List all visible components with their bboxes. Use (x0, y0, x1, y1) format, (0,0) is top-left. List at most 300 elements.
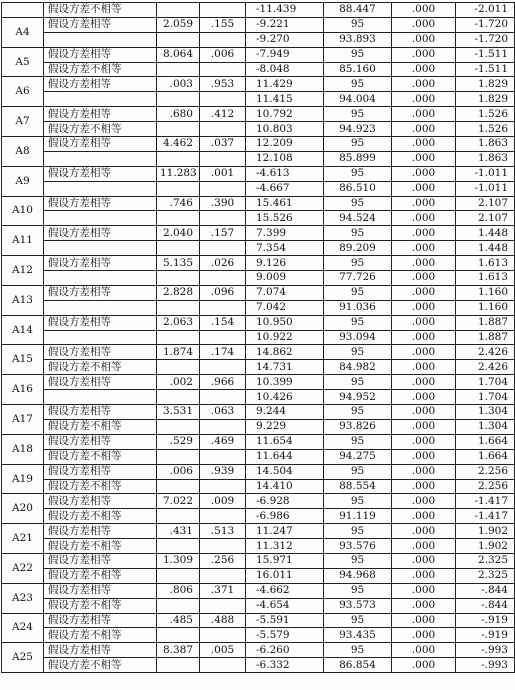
row-label: 假设方差相等 (44, 583, 157, 598)
row-label: 假设方差相等 (44, 524, 157, 539)
p-value: .000 (392, 360, 456, 375)
t-value: 15.461 (246, 196, 324, 211)
mean-diff-value: 2.107 (456, 211, 515, 226)
table-row (2, 613, 515, 628)
sig-value (200, 3, 246, 18)
t-value: 15.971 (246, 553, 324, 568)
mean-diff-value: 1.664 (456, 434, 515, 449)
f-value: 2.828 (157, 285, 200, 300)
t-value: -6.332 (246, 658, 324, 673)
table-row (2, 211, 515, 226)
f-value: 1.309 (157, 553, 200, 568)
t-value: 9.244 (246, 405, 324, 420)
mean-diff-value: 1.704 (456, 375, 515, 390)
sig-value (200, 92, 246, 107)
item-label: A15 (2, 345, 44, 375)
f-value (157, 449, 200, 464)
t-value: 11.247 (246, 524, 324, 539)
item-cell (2, 3, 44, 18)
sig-value (200, 62, 246, 77)
p-value: .000 (392, 658, 456, 673)
f-value (157, 92, 200, 107)
df-value: 95 (324, 583, 392, 598)
p-value: .000 (392, 419, 456, 434)
row-label: 假设方差不相等 (44, 658, 157, 673)
p-value: .000 (392, 32, 456, 47)
sig-value: .154 (200, 315, 246, 330)
df-value: 94.524 (324, 211, 392, 226)
sig-value (200, 32, 246, 47)
mean-diff-value: -1.720 (456, 32, 515, 47)
t-value: 9.009 (246, 271, 324, 286)
row-label: 假设方差相等 (44, 256, 157, 271)
t-value: -11.439 (246, 3, 324, 18)
mean-diff-value: 1.887 (456, 315, 515, 330)
mean-diff-value: -.993 (456, 643, 515, 658)
mean-diff-value: 1.902 (456, 524, 515, 539)
row-label: 假设方差不相等 (44, 419, 157, 434)
table-row (2, 17, 515, 32)
sig-value (200, 330, 246, 345)
f-value (157, 419, 200, 434)
mean-diff-value: 1.863 (456, 151, 515, 166)
t-value: 10.922 (246, 330, 324, 345)
sig-value (200, 122, 246, 137)
p-value: .000 (392, 464, 456, 479)
sig-value: .155 (200, 17, 246, 32)
mean-diff-value: 1.664 (456, 449, 515, 464)
row-label: 假设方差相等 (44, 405, 157, 420)
p-value: .000 (392, 137, 456, 152)
p-value: .000 (392, 62, 456, 77)
p-value: .000 (392, 583, 456, 598)
row-label: 假设方差相等 (44, 285, 157, 300)
item-label: A9 (2, 166, 44, 196)
item-label: A6 (2, 77, 44, 107)
sig-value: .096 (200, 285, 246, 300)
df-value: 89.209 (324, 241, 392, 256)
sig-value: .001 (200, 166, 246, 181)
mean-diff-value: 1.526 (456, 107, 515, 122)
item-label: A17 (2, 405, 44, 435)
item-label: A22 (2, 553, 44, 583)
table-row (2, 449, 515, 464)
df-value: 95 (324, 375, 392, 390)
p-value: .000 (392, 122, 456, 137)
df-value: 95 (324, 613, 392, 628)
t-value: 10.803 (246, 122, 324, 137)
p-value: .000 (392, 479, 456, 494)
f-value (157, 598, 200, 613)
f-value: .746 (157, 196, 200, 211)
p-value: .000 (392, 434, 456, 449)
t-value: -8.048 (246, 62, 324, 77)
p-value: .000 (392, 271, 456, 286)
t-value: -4.654 (246, 598, 324, 613)
f-value (157, 181, 200, 196)
t-value: 16.011 (246, 568, 324, 583)
mean-diff-value: -.919 (456, 613, 515, 628)
df-value: 95 (324, 405, 392, 420)
table-row (2, 568, 515, 583)
t-value: -4.662 (246, 583, 324, 598)
f-value: 7.022 (157, 494, 200, 509)
sig-value (200, 181, 246, 196)
t-test-table (1, 2, 515, 673)
p-value: .000 (392, 17, 456, 32)
row-label: 假设方差相等 (44, 315, 157, 330)
t-value: -6.928 (246, 494, 324, 509)
item-label: A11 (2, 226, 44, 256)
table-row (2, 196, 515, 211)
row-label: 假设方差相等 (44, 464, 157, 479)
item-label: A24 (2, 613, 44, 643)
row-label: 假设方差相等 (44, 137, 157, 152)
p-value: .000 (392, 107, 456, 122)
row-label: 假设方差相等 (44, 613, 157, 628)
row-label: 假设方差不相等 (44, 122, 157, 137)
t-value: -9.270 (246, 32, 324, 47)
f-value (157, 479, 200, 494)
f-value: 8.064 (157, 47, 200, 62)
p-value: .000 (392, 285, 456, 300)
df-value: 95 (324, 643, 392, 658)
table-row (2, 553, 515, 568)
row-label (44, 151, 157, 166)
p-value: .000 (392, 598, 456, 613)
t-value: 14.862 (246, 345, 324, 360)
row-label: 假设方差不相等 (44, 360, 157, 375)
row-label: 假设方差不相等 (44, 62, 157, 77)
mean-diff-value: 1.613 (456, 256, 515, 271)
row-label: 假设方差相等 (44, 434, 157, 449)
mean-diff-value: 2.256 (456, 479, 515, 494)
sig-value (200, 271, 246, 286)
f-value (157, 62, 200, 77)
mean-diff-value: -.844 (456, 583, 515, 598)
p-value: .000 (392, 375, 456, 390)
p-value: .000 (392, 47, 456, 62)
p-value: .000 (392, 494, 456, 509)
table-row (2, 405, 515, 420)
t-value: 11.654 (246, 434, 324, 449)
t-value: 14.504 (246, 464, 324, 479)
df-value: 95 (324, 315, 392, 330)
item-label: A20 (2, 494, 44, 524)
f-value: .002 (157, 375, 200, 390)
row-label: 假设方差不相等 (44, 449, 157, 464)
item-label: A23 (2, 583, 44, 613)
sig-value: .174 (200, 345, 246, 360)
row-label (44, 390, 157, 405)
row-label (44, 32, 157, 47)
p-value: .000 (392, 553, 456, 568)
table-row (2, 137, 515, 152)
mean-diff-value: 1.829 (456, 77, 515, 92)
item-label: A18 (2, 434, 44, 464)
t-value: 7.354 (246, 241, 324, 256)
table-row (2, 241, 515, 256)
mean-diff-value: -1.417 (456, 494, 515, 509)
sig-value: .488 (200, 613, 246, 628)
row-label: 假设方差相等 (44, 643, 157, 658)
table-row (2, 256, 515, 271)
item-label: A14 (2, 315, 44, 345)
row-label: 假设方差相等 (44, 375, 157, 390)
df-value: 94.968 (324, 568, 392, 583)
sig-value (200, 568, 246, 583)
f-value (157, 241, 200, 256)
p-value: .000 (392, 77, 456, 92)
df-value: 94.004 (324, 92, 392, 107)
df-value: 95 (324, 464, 392, 479)
table-row (2, 3, 515, 18)
df-value: 95 (324, 107, 392, 122)
mean-diff-value: 1.863 (456, 137, 515, 152)
t-value: 7.042 (246, 300, 324, 315)
table-row (2, 419, 515, 434)
mean-diff-value: 2.426 (456, 345, 515, 360)
row-label: 假设方差不相等 (44, 509, 157, 524)
table-row (2, 479, 515, 494)
mean-diff-value: 1.887 (456, 330, 515, 345)
item-label: A25 (2, 643, 44, 673)
item-label: A7 (2, 107, 44, 137)
table-row (2, 315, 515, 330)
t-value: 11.644 (246, 449, 324, 464)
p-value: .000 (392, 539, 456, 554)
row-label: 假设方差不相等 (44, 598, 157, 613)
f-value (157, 628, 200, 643)
df-value: 84.982 (324, 360, 392, 375)
f-value: 2.063 (157, 315, 200, 330)
f-value (157, 32, 200, 47)
p-value: .000 (392, 509, 456, 524)
table-row (2, 375, 515, 390)
mean-diff-value: 1.526 (456, 122, 515, 137)
mean-diff-value: -.919 (456, 628, 515, 643)
mean-diff-value: 1.160 (456, 285, 515, 300)
p-value: .000 (392, 613, 456, 628)
table-row (2, 598, 515, 613)
p-value: .000 (392, 181, 456, 196)
f-value: .006 (157, 464, 200, 479)
t-value: 12.108 (246, 151, 324, 166)
table-row (2, 390, 515, 405)
df-value: 95 (324, 137, 392, 152)
sig-value: .157 (200, 226, 246, 241)
f-value: .485 (157, 613, 200, 628)
df-value: 91.119 (324, 509, 392, 524)
row-label: 假设方差相等 (44, 226, 157, 241)
p-value: .000 (392, 405, 456, 420)
row-label: 假设方差不相等 (44, 479, 157, 494)
sig-value: .063 (200, 405, 246, 420)
row-label: 假设方差不相等 (44, 568, 157, 583)
p-value: .000 (392, 151, 456, 166)
df-value: 88.447 (324, 3, 392, 18)
table-row (2, 285, 515, 300)
f-value (157, 539, 200, 554)
t-value: -4.613 (246, 166, 324, 181)
f-value (157, 509, 200, 524)
table-row (2, 509, 515, 524)
df-value: 77.726 (324, 271, 392, 286)
table-row (2, 300, 515, 315)
table-row (2, 330, 515, 345)
table-row (2, 360, 515, 375)
table-row (2, 434, 515, 449)
row-label (44, 300, 157, 315)
p-value: .000 (392, 330, 456, 345)
df-value: 95 (324, 77, 392, 92)
item-label: A8 (2, 137, 44, 167)
f-value: 3.531 (157, 405, 200, 420)
p-value: .000 (392, 92, 456, 107)
f-value: .003 (157, 77, 200, 92)
p-value: .000 (392, 628, 456, 643)
table-row (2, 107, 515, 122)
row-label (44, 330, 157, 345)
sig-value: .513 (200, 524, 246, 539)
sig-value (200, 419, 246, 434)
df-value: 91.036 (324, 300, 392, 315)
table-row (2, 226, 515, 241)
p-value: .000 (392, 196, 456, 211)
sig-value (200, 479, 246, 494)
table-row (2, 62, 515, 77)
table-row (2, 628, 515, 643)
sig-value (200, 658, 246, 673)
df-value: 93.435 (324, 628, 392, 643)
f-value (157, 360, 200, 375)
page (0, 2, 515, 690)
item-label: A12 (2, 256, 44, 286)
row-label: 假设方差相等 (44, 107, 157, 122)
mean-diff-value: 1.613 (456, 271, 515, 286)
table-row (2, 181, 515, 196)
df-value: 95 (324, 47, 392, 62)
sig-value (200, 211, 246, 226)
f-value (157, 300, 200, 315)
table-row (2, 151, 515, 166)
table-row (2, 345, 515, 360)
t-value: -5.579 (246, 628, 324, 643)
mean-diff-value: 2.325 (456, 553, 515, 568)
mean-diff-value: 1.448 (456, 241, 515, 256)
p-value: .000 (392, 390, 456, 405)
mean-diff-value: 2.426 (456, 360, 515, 375)
df-value: 95 (324, 166, 392, 181)
t-value: 7.074 (246, 285, 324, 300)
table-row (2, 539, 515, 554)
mean-diff-value: -2.011 (456, 3, 515, 18)
f-value: 2.059 (157, 17, 200, 32)
df-value: 94.952 (324, 390, 392, 405)
t-value: 14.731 (246, 360, 324, 375)
f-value (157, 122, 200, 137)
f-value: 11.283 (157, 166, 200, 181)
f-value: 1.874 (157, 345, 200, 360)
sig-value (200, 300, 246, 315)
t-value: -9.221 (246, 17, 324, 32)
mean-diff-value: 1.304 (456, 419, 515, 434)
t-value: 15.526 (246, 211, 324, 226)
mean-diff-value: -1.011 (456, 166, 515, 181)
df-value: 95 (324, 17, 392, 32)
sig-value (200, 598, 246, 613)
df-value: 88.554 (324, 479, 392, 494)
row-label: 假设方差相等 (44, 17, 157, 32)
p-value: .000 (392, 315, 456, 330)
p-value: .000 (392, 241, 456, 256)
sig-value: .009 (200, 494, 246, 509)
df-value: 95 (324, 196, 392, 211)
sig-value (200, 151, 246, 166)
p-value: .000 (392, 449, 456, 464)
row-label (44, 241, 157, 256)
sig-value (200, 628, 246, 643)
sig-value: .412 (200, 107, 246, 122)
sig-value: .966 (200, 375, 246, 390)
p-value: .000 (392, 345, 456, 360)
mean-diff-value: 1.829 (456, 92, 515, 107)
row-label (44, 211, 157, 226)
p-value: .000 (392, 300, 456, 315)
table-row (2, 32, 515, 47)
sig-value: .953 (200, 77, 246, 92)
sig-value (200, 390, 246, 405)
f-value (157, 3, 200, 18)
t-value: 10.426 (246, 390, 324, 405)
sig-value: .939 (200, 464, 246, 479)
mean-diff-value: 2.325 (456, 568, 515, 583)
p-value: .000 (392, 568, 456, 583)
df-value: 93.576 (324, 539, 392, 554)
df-value: 94.275 (324, 449, 392, 464)
t-value: -7.949 (246, 47, 324, 62)
table-row (2, 583, 515, 598)
df-value: 93.826 (324, 419, 392, 434)
sig-value: .026 (200, 256, 246, 271)
df-value: 95 (324, 226, 392, 241)
f-value (157, 151, 200, 166)
table-row (2, 122, 515, 137)
mean-diff-value: 2.256 (456, 464, 515, 479)
table-row (2, 464, 515, 479)
p-value: .000 (392, 166, 456, 181)
f-value: .680 (157, 107, 200, 122)
sig-value (200, 360, 246, 375)
sig-value (200, 449, 246, 464)
p-value: .000 (392, 643, 456, 658)
f-value: .431 (157, 524, 200, 539)
mean-diff-value: 1.304 (456, 405, 515, 420)
item-label: A16 (2, 375, 44, 405)
t-value: 9.229 (246, 419, 324, 434)
row-label: 假设方差相等 (44, 77, 157, 92)
f-value (157, 330, 200, 345)
row-label (44, 271, 157, 286)
table-row (2, 494, 515, 509)
table-row (2, 166, 515, 181)
p-value: .000 (392, 3, 456, 18)
p-value: .000 (392, 226, 456, 241)
t-value: 12.209 (246, 137, 324, 152)
df-value: 95 (324, 494, 392, 509)
sig-value: .005 (200, 643, 246, 658)
item-label: A4 (2, 17, 44, 47)
